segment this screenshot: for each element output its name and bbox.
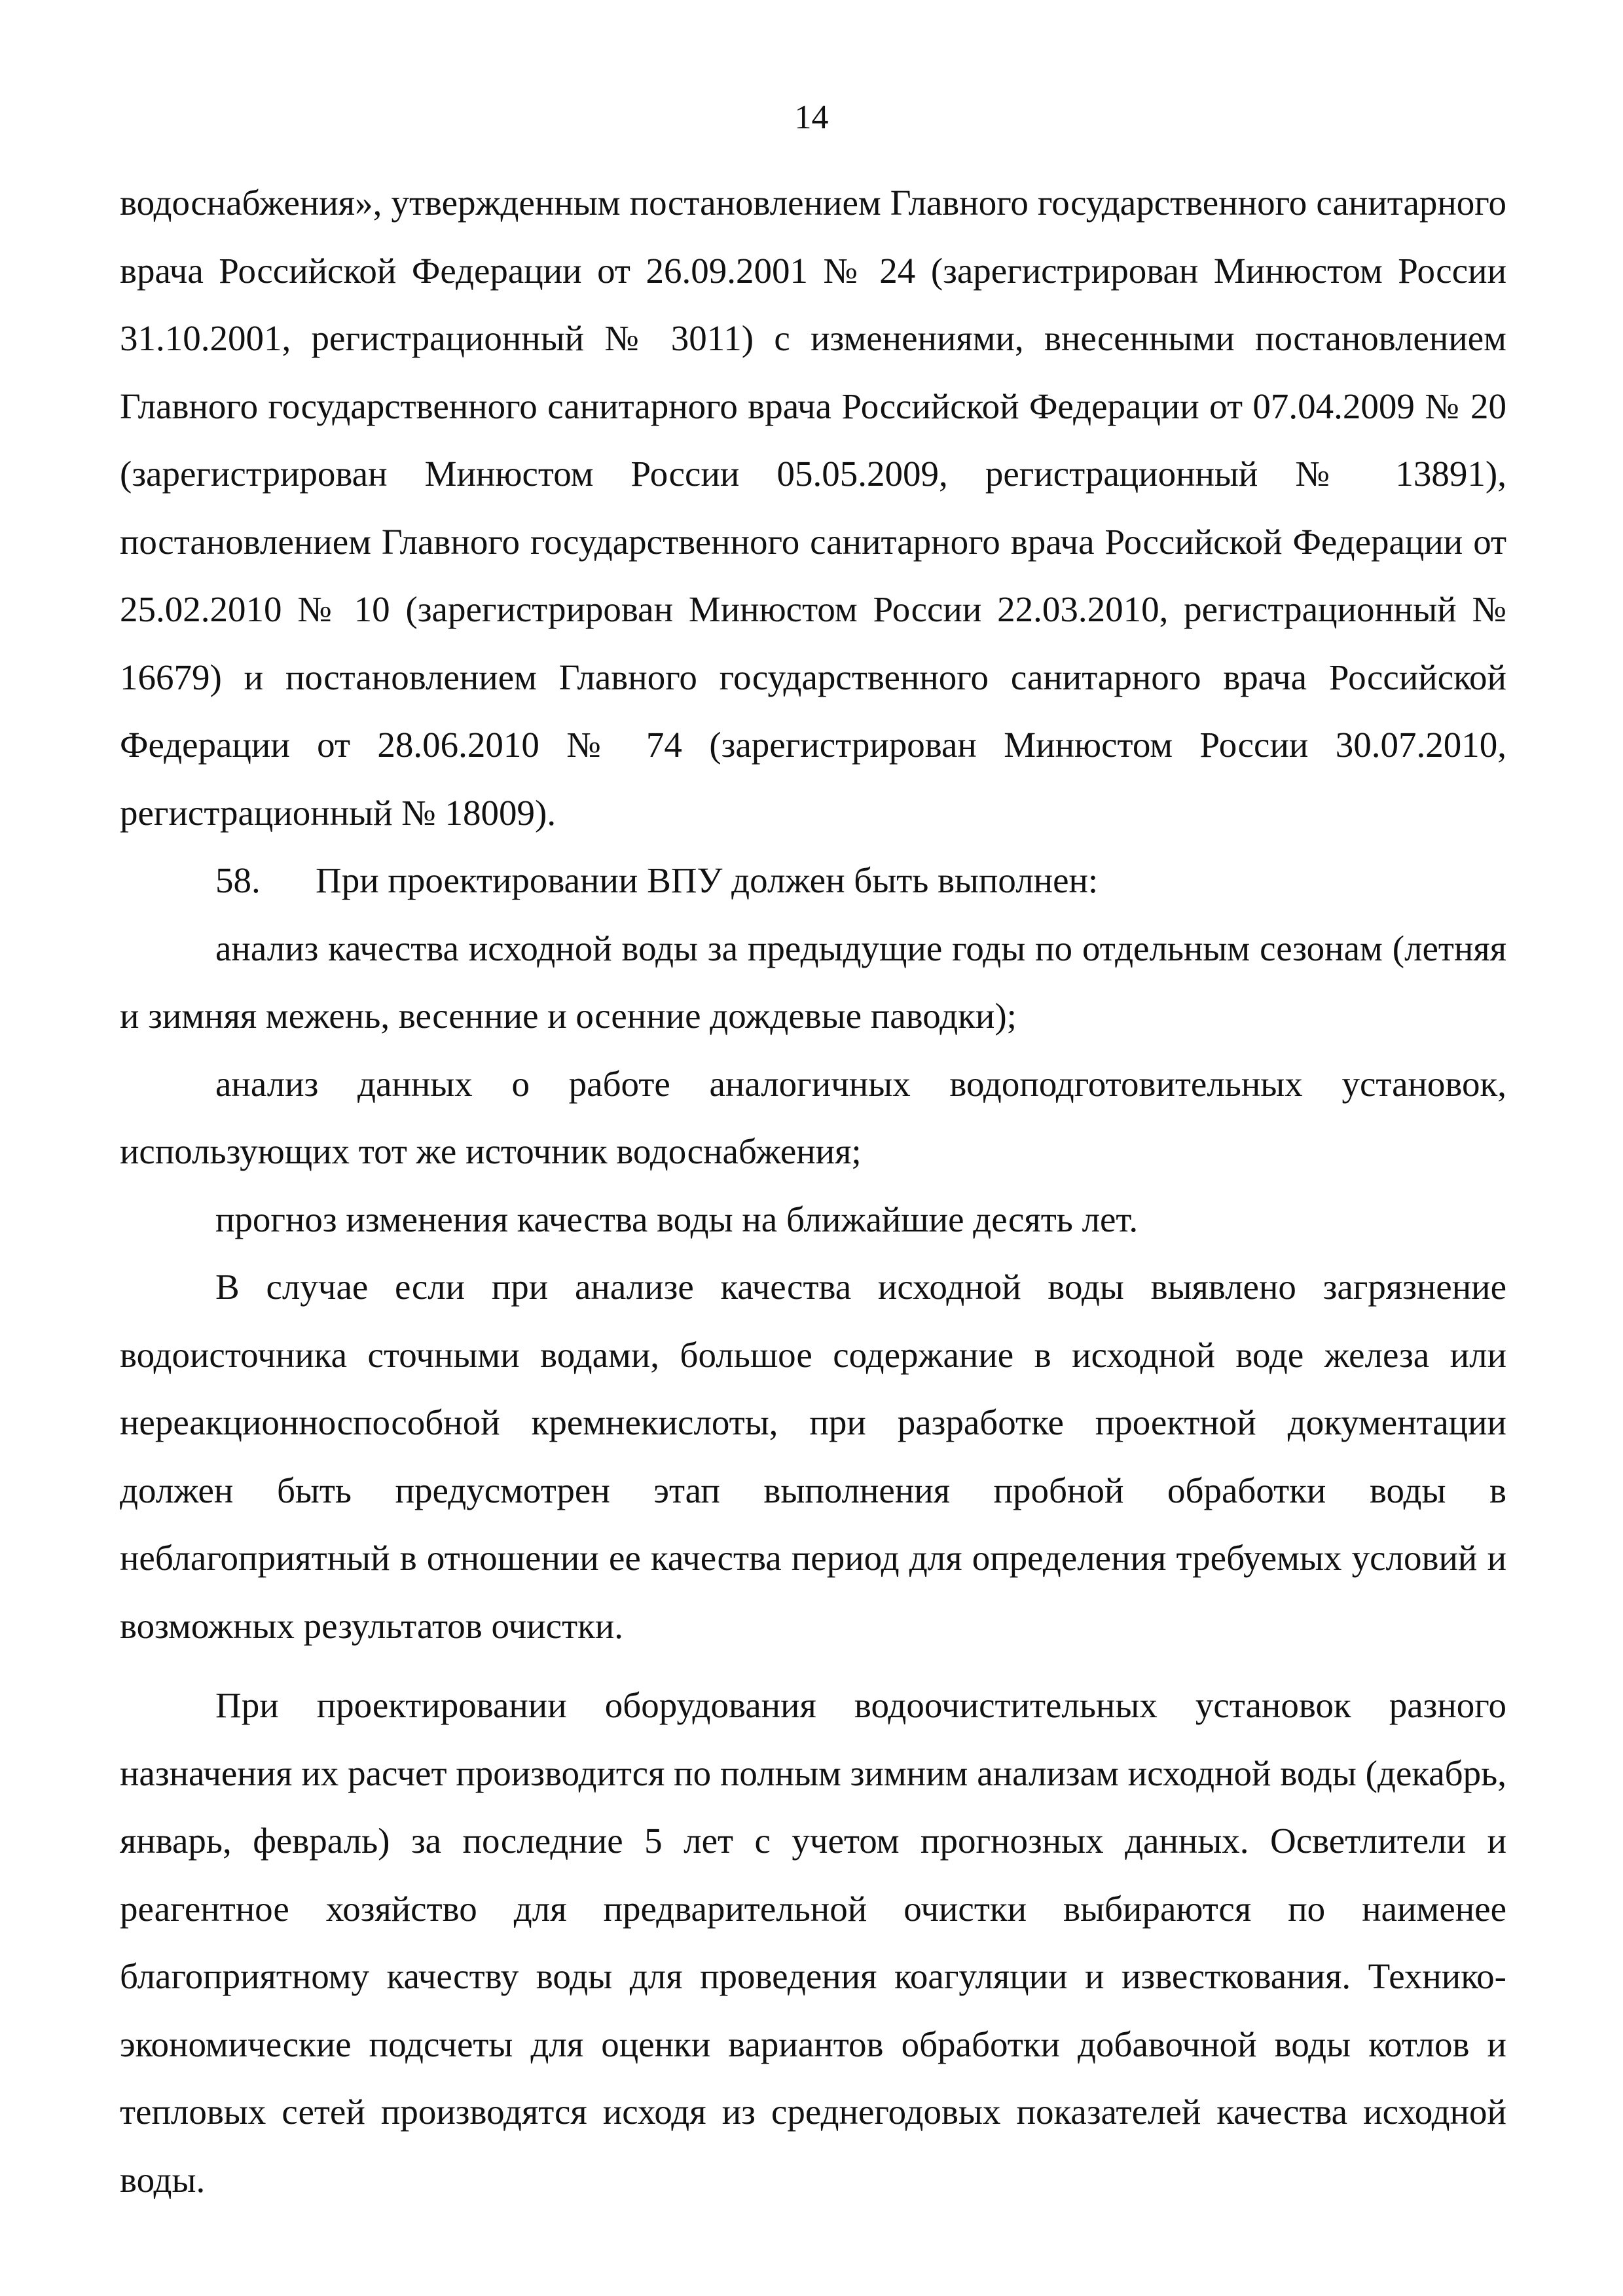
paragraph-analysis-quality: анализ качества исходной воды за предыдущие годы по отдельным сезонам (летняя и зимняя межень, весенние и осенние дождевые паводки);	[120, 928, 1506, 1036]
paragraph-forecast: прогноз изменения качества воды на ближайшие десять лет.	[215, 1199, 1139, 1239]
paragraph-item-58	[120, 847, 1506, 915]
paragraph-analysis-data: анализ данных о работе аналогичных водоподготовительных установок, использующих тот же источник водоснабжения;	[120, 1063, 1506, 1171]
item-number: 58.	[215, 860, 261, 900]
paragraph-pollution-case: В случае если при анализе качества исходной воды выявлено загрязнение водоисточника сточными водами, большое содержание в исходной воде железа или нереакционноспособной кремнекислоты, при разработке проектной документации должен быть предусмотрен этап выполнения пробной обработки воды в неблагоприятный в отношении ее качества период для определения требуемых условий и возможных результатов очистки.	[120, 1267, 1506, 1646]
item-58-text: При проектировании ВПУ должен быть выполнен:	[316, 860, 1099, 900]
paragraph-continuation: водоснабжения», утвержденным постановлением Главного государственного санитарного врача Российской Федерации от 26.09.2001 № 24 (зарегистрирован Минюстом России 31.10.2001, регистрационный № 3011) с изменениями, внесенными постановлением Главного государственного санитарного врача Российской Федерации от 07.04.2009 № 20 (зарегистрирован Минюстом России 05.05.2009, регистрационный № 13891), постановлением Главного государственного санитарного врача Российской Федерации от 25.02.2010 № 10 (зарегистрирован Минюстом России 22.03.2010, регистрационный № 16679) и постановлением Главного государственного санитарного врача Российской Федерации от 28.06.2010 № 74 (зарегистрирован Минюстом России 30.07.2010, регистрационный № 18009).	[120, 183, 1506, 833]
paragraph-equipment-design: При проектировании оборудования водоочистительных установок разного назначения их расчет производится по полным зимним анализам исходной воды (декабрь, январь, февраль) за последние 5 лет с учетом прогнозных данных. Осветлители и реагентное хозяйство для предварительной очистки выбираются по наименее благоприятному качеству воды для проведения коагуляции и известкования. Технико-экономические подсчеты для оценки вариантов обработки добавочной воды котлов и тепловых сетей производятся исходя из среднегодовых показателей качества исходной воды.	[120, 1685, 1506, 2200]
document-body	[120, 169, 1506, 2214]
page-number: 14	[794, 99, 829, 136]
